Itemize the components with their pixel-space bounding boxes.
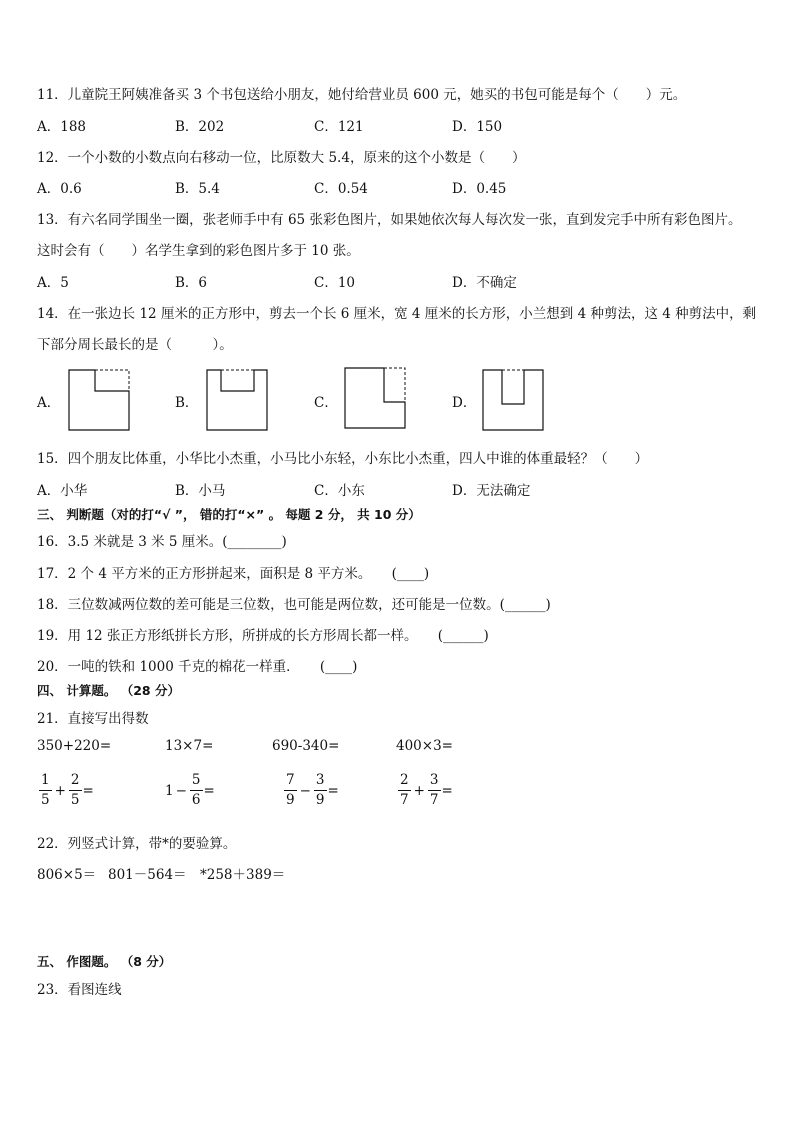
denominator: 9 (286, 791, 295, 808)
q14-stem-line1: 14．在一张边长 12 厘米的正方形中，剪去一个长 6 厘米，宽 4 厘米的长方形，小兰想到 4 种剪法，这 4 种剪法中，剩 (37, 306, 757, 322)
q13-option-d: D．不确定 (452, 275, 517, 291)
numerator: 3 (428, 774, 441, 791)
q13-stem-line1: 13．有六名同学围坐一圈，张老师手中有 65 张彩色图片，如果她依次每人每次发一张，直到发完手中所有彩色图片。 (37, 212, 742, 228)
q22-title: 22．列竖式计算，带*的要验算。 (37, 836, 237, 852)
denominator: 6 (191, 791, 201, 808)
q11-option-a: A．188 (37, 119, 87, 135)
q20: 20．一吨的铁和 1000 千克的棉花一样重． (____) (37, 659, 358, 675)
equals-sign: = (203, 782, 215, 799)
q21-expr-3: 690-340= (272, 738, 340, 754)
q12-option-a: A．0.6 (37, 181, 82, 197)
q21-frac-expr-3 (283, 774, 339, 807)
section-4-heading: 四、 计算题。 （28 分） (37, 683, 180, 698)
q13-stem-line2: 这时会有（ ）名学生拿到的彩色图片多于 10 张。 (37, 243, 360, 259)
q12-option-d: D．0.45 (452, 181, 507, 197)
q21-frac-expr-2 (165, 774, 215, 807)
operator: − (299, 782, 311, 799)
q14-figure-d (482, 369, 546, 433)
equals-sign: = (327, 782, 339, 799)
section-5-heading: 五、 作图题。 （8 分） (37, 954, 172, 969)
q21-frac-expr-4 (397, 774, 453, 807)
operator: + (54, 782, 66, 799)
q22-item-2: 801－564＝ (108, 867, 187, 883)
denominator: 7 (429, 791, 439, 808)
q15-stem: 15．四个朋友比体重，小华比小杰重，小马比小东轻，小东比小杰重，四人中谁的体重最轻？（ ） (37, 451, 649, 467)
q14-stem-line2: 下部分周长最长的是（ ）。 (37, 337, 233, 353)
q11-stem: 11．儿童院王阿姨准备买 3 个书包送给小朋友，她付给营业员 600 元，她买的书包可能是每个（ ）元。 (37, 87, 687, 103)
q14-option-b: B． (175, 395, 199, 411)
denominator: 5 (70, 791, 80, 808)
q11-option-b: B．202 (175, 119, 225, 135)
q13-option-a: A．5 (37, 275, 69, 291)
numerator: 1 (39, 774, 52, 791)
q15-option-d: D．无法确定 (452, 483, 531, 499)
q15-option-a: A．小华 (37, 483, 88, 499)
q15-option-c: C．小东 (314, 483, 365, 499)
operator: + (413, 782, 425, 799)
equals-sign: = (82, 782, 94, 799)
numerator: 3 (314, 774, 327, 791)
q14-option-d: D． (452, 395, 477, 411)
q12-option-c: C．0.54 (314, 181, 368, 197)
q21-frac-expr-1 (38, 774, 94, 807)
q21-title: 21．直接写出得数 (37, 711, 149, 727)
q12-stem: 12．一个小数的小数点向右移动一位，比原数大 5.4，原来的这个小数是（ ） (37, 150, 526, 166)
q14-figure-b (206, 369, 270, 433)
q11-option-c: C．121 (314, 119, 364, 135)
q22-item-1: 806×5＝ (37, 867, 97, 883)
q13-option-c: C．10 (314, 275, 356, 291)
numerator: 2 (69, 774, 82, 791)
q23: 23．看图连线 (37, 982, 122, 998)
q14-option-a: A． (37, 395, 61, 411)
numerator: 2 (398, 774, 411, 791)
q19: 19．用 12 张正方形纸拼长方形，所拼成的长方形周长都一样。 (______) (37, 628, 489, 644)
q15-option-b: B．小马 (175, 483, 226, 499)
q21-expr-2: 13×7= (165, 738, 214, 754)
equals-sign: = (441, 782, 453, 799)
q22-item-3: *258＋389＝ (200, 867, 286, 883)
q12-option-b: B．5.4 (175, 181, 220, 197)
q16: 16．3.5 米就是 3 米 5 厘米。(________) (37, 534, 287, 550)
q17: 17．2 个 4 平方米的正方形拼起来，面积是 8 平方米。 (____) (37, 566, 430, 582)
whole-number: 1 (165, 782, 174, 799)
numerator: 7 (284, 774, 297, 791)
q18: 18．三位数减两位数的差可能是三位数，也可能是两位数，还可能是一位数。(______) (37, 597, 551, 613)
q21-expr-1: 350+220= (37, 738, 112, 754)
denominator: 7 (400, 791, 409, 808)
q13-option-b: B．6 (175, 275, 208, 291)
q21-expr-4: 400×3= (396, 738, 453, 754)
section-3-heading: 三、 判断题（对的打“√ ”， 错的打“×” 。 每题 2 分， 共 10 分） (37, 507, 421, 522)
q11-option-d: D．150 (452, 119, 503, 135)
denominator: 5 (41, 791, 50, 808)
operator: − (175, 782, 187, 799)
q14-option-c: C． (314, 395, 338, 411)
numerator: 5 (190, 774, 203, 791)
q14-figure-c (344, 367, 408, 431)
denominator: 9 (315, 791, 325, 808)
q14-figure-a (68, 369, 132, 433)
